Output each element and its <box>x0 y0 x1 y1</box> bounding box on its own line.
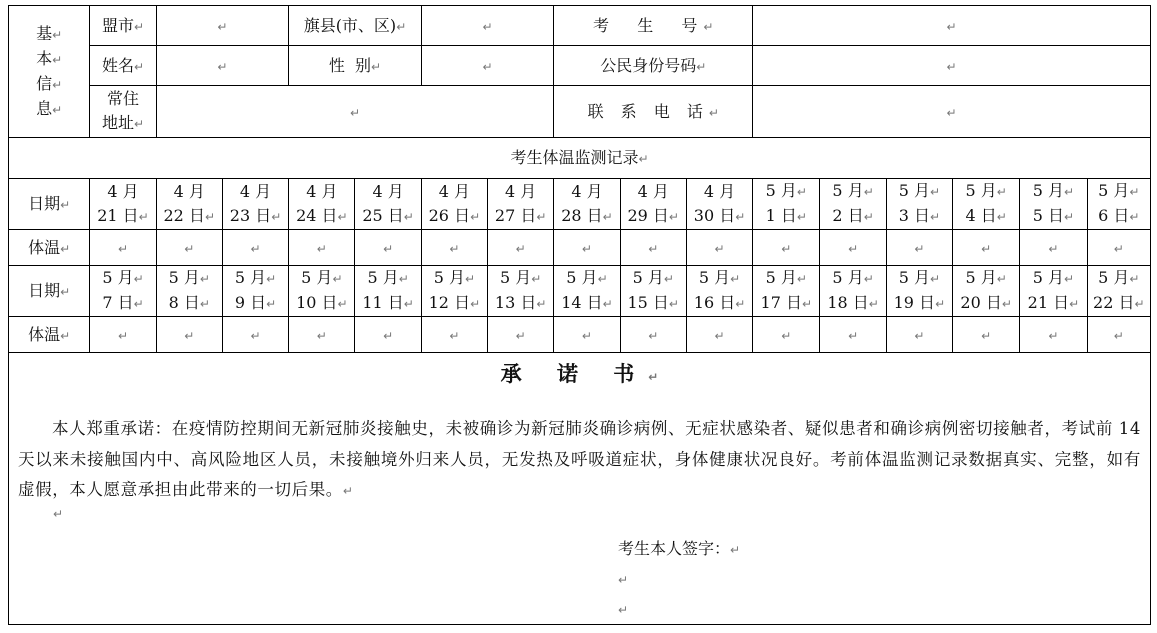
date-row <box>9 266 1151 317</box>
date-cell: 5 月↵ 6 日↵ <box>1087 179 1150 230</box>
date-cell: 5 月↵ 19 日↵ <box>886 266 952 317</box>
name-field[interactable]: ↵ <box>156 46 289 86</box>
date-cell: 5 月↵ 13 日↵ <box>488 266 554 317</box>
signature-line[interactable]: ↵ <box>618 573 629 587</box>
temperature-cell[interactable]: ↵ <box>222 317 288 353</box>
date-cell: 5 月↵ 12 日↵ <box>421 266 487 317</box>
temperature-cell[interactable]: ↵ <box>620 230 686 266</box>
temperature-cell[interactable]: ↵ <box>90 230 156 266</box>
date-label: 日期↵ <box>9 266 90 317</box>
temperature-cell[interactable]: ↵ <box>620 317 686 353</box>
date-cell: 5 月↵ 14 日↵ <box>554 266 620 317</box>
basic-info-label: 基↵ 本↵ 信↵ 息↵ <box>9 6 90 138</box>
id-number-field[interactable]: ↵ <box>753 46 1151 86</box>
temperature-cell[interactable]: ↵ <box>289 230 355 266</box>
registration-form <box>8 5 1151 625</box>
pledge-title: 承 诺 书↵ <box>500 361 659 386</box>
signature-line: ↵ <box>618 603 629 617</box>
league-city-field[interactable]: ↵ <box>156 6 289 46</box>
date-cell: 4 月 22 日↵ <box>156 179 222 230</box>
exam-number-field[interactable]: ↵ <box>753 6 1151 46</box>
signature-label: 考生本人签字： <box>618 539 731 558</box>
temperature-cell[interactable]: ↵ <box>355 230 421 266</box>
date-cell: 4 月 28 日↵ <box>554 179 620 230</box>
temperature-label: 体温↵ <box>9 317 90 353</box>
temperature-cell[interactable]: ↵ <box>953 317 1020 353</box>
date-cell: 4 月 26 日↵ <box>421 179 487 230</box>
temperature-cell[interactable]: ↵ <box>1020 230 1087 266</box>
county-field[interactable]: ↵ <box>421 6 554 46</box>
temperature-cell[interactable]: ↵ <box>953 230 1020 266</box>
temperature-cell[interactable]: ↵ <box>686 317 752 353</box>
date-cell: 5 月↵ 5 日↵ <box>1020 179 1087 230</box>
date-cell: 5 月↵ 1 日↵ <box>753 179 820 230</box>
date-label: 日期↵ <box>9 179 90 230</box>
gender-label: 性 别↵ <box>289 46 422 86</box>
temperature-cell[interactable]: ↵ <box>289 317 355 353</box>
pledge-section <box>9 353 1151 625</box>
date-row <box>9 179 1151 230</box>
temperature-cell[interactable]: ↵ <box>1087 317 1150 353</box>
signature-block: 考生本人签字：↵ ↵ ↵ <box>618 534 740 625</box>
temperature-cell[interactable]: ↵ <box>421 317 487 353</box>
county-label: 旗县(市、区)↵ <box>289 6 422 46</box>
temperature-title: 考生体温监测记录↵ <box>9 138 1151 179</box>
id-number-label: 公民身份号码↵ <box>554 46 753 86</box>
pledge-body: 本人郑重承诺：在疫情防控期间无新冠肺炎接触史，未被确诊为新冠肺炎确诊病例、无症状感染者、疑似患者和确诊病例密切接触者，考试前 14 天以来未接触国内中、高风险地区人员，未接触境外归来人员，无发热及呼吸道症状，身体健康状况良好。考前体温监测记录数据真实、完整，如有虚假，本人愿意承担由此带来的一切后果。↵ <box>18 419 1141 499</box>
date-cell: 5 月↵ 20 日↵ <box>953 266 1020 317</box>
temperature-row <box>9 230 1151 266</box>
date-cell: 5 月↵ 18 日↵ <box>820 266 886 317</box>
temperature-cell[interactable]: ↵ <box>753 317 820 353</box>
temperature-label: 体温↵ <box>9 230 90 266</box>
date-cell: 5 月↵ 10 日↵ <box>289 266 355 317</box>
temperature-row <box>9 317 1151 353</box>
date-cell: 5 月↵ 4 日↵ <box>953 179 1020 230</box>
temperature-cell[interactable]: ↵ <box>156 317 222 353</box>
gender-field[interactable]: ↵ <box>421 46 554 86</box>
empty-paragraph: ↵ <box>53 507 64 521</box>
temperature-cell[interactable]: ↵ <box>554 317 620 353</box>
temperature-cell[interactable]: ↵ <box>488 230 554 266</box>
league-city-label: 盟市↵ <box>90 6 156 46</box>
temperature-cell[interactable]: ↵ <box>355 317 421 353</box>
date-cell: 5 月↵ 15 日↵ <box>620 266 686 317</box>
date-cell: 5 月↵ 2 日↵ <box>820 179 886 230</box>
temperature-cell[interactable]: ↵ <box>421 230 487 266</box>
exam-number-label: 考 生 号↵ <box>554 6 753 46</box>
date-cell: 4 月 30 日↵ <box>686 179 752 230</box>
date-cell: 4 月 29 日↵ <box>620 179 686 230</box>
name-label: 姓名↵ <box>90 46 156 86</box>
temperature-cell[interactable]: ↵ <box>222 230 288 266</box>
temperature-cell[interactable]: ↵ <box>90 317 156 353</box>
date-cell: 5 月↵ 17 日↵ <box>753 266 820 317</box>
temperature-cell[interactable]: ↵ <box>1087 230 1150 266</box>
date-cell: 5 月↵ 11 日↵ <box>355 266 421 317</box>
date-cell: 5 月↵ 21 日↵ <box>1020 266 1087 317</box>
temperature-cell[interactable]: ↵ <box>820 317 886 353</box>
temperature-cell[interactable]: ↵ <box>1020 317 1087 353</box>
temperature-cell[interactable]: ↵ <box>686 230 752 266</box>
date-cell: 5 月↵ 7 日↵ <box>90 266 156 317</box>
phone-label: 联 系 电 话↵ <box>554 86 753 138</box>
date-cell: 5 月↵ 9 日↵ <box>222 266 288 317</box>
address-label: 常住 地址↵ <box>90 86 156 138</box>
date-cell: 5 月↵ 22 日↵ <box>1087 266 1150 317</box>
temperature-cell[interactable]: ↵ <box>886 230 952 266</box>
phone-field[interactable]: ↵ <box>753 86 1151 138</box>
temperature-cell[interactable]: ↵ <box>820 230 886 266</box>
date-cell: 4 月 25 日↵ <box>355 179 421 230</box>
address-field[interactable]: ↵ <box>156 86 554 138</box>
date-cell: 5 月↵ 8 日↵ <box>156 266 222 317</box>
date-cell: 4 月 24 日↵ <box>289 179 355 230</box>
date-cell: 5 月↵ 16 日↵ <box>686 266 752 317</box>
temperature-cell[interactable]: ↵ <box>554 230 620 266</box>
date-cell: 5 月↵ 3 日↵ <box>886 179 952 230</box>
temperature-cell[interactable]: ↵ <box>886 317 952 353</box>
date-cell: 4 月 23 日↵ <box>222 179 288 230</box>
temperature-cell[interactable]: ↵ <box>753 230 820 266</box>
date-cell: 4 月 27 日↵ <box>488 179 554 230</box>
date-cell: 4 月 21 日↵ <box>90 179 156 230</box>
temperature-cell[interactable]: ↵ <box>156 230 222 266</box>
temperature-cell[interactable]: ↵ <box>488 317 554 353</box>
